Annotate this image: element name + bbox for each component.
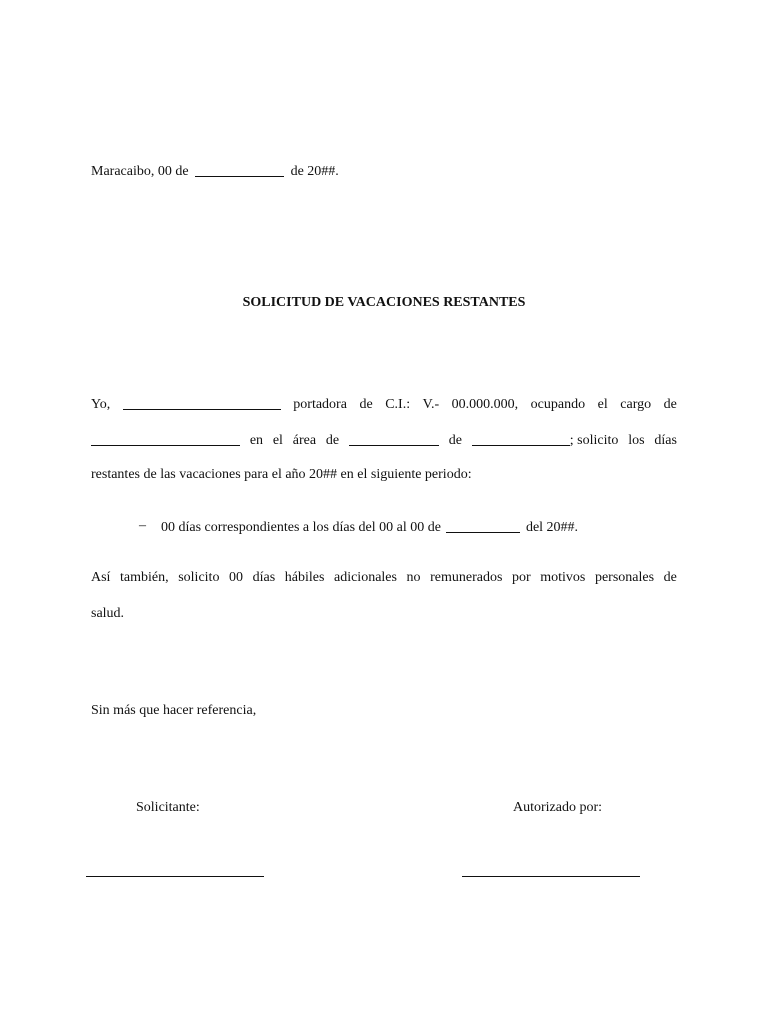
word-solicito: ; solicito <box>569 433 619 448</box>
bullet-marker: – <box>139 518 146 533</box>
p2-word: motivos <box>540 570 586 585</box>
word-yo: Yo, <box>91 397 111 412</box>
bullet-text-prefix: 00 días correspondientes a los días del 00 al 00 de <box>161 520 441 535</box>
word-de-4: de <box>448 433 462 448</box>
cargo-blank <box>91 432 240 446</box>
department-blank <box>472 432 570 446</box>
autorizado-label: Autorizado por: <box>513 800 603 815</box>
date-prefix: Maracaibo, 00 de <box>91 164 189 179</box>
word-v: V.- <box>422 397 440 412</box>
autorizado-signature-line <box>462 876 640 877</box>
p2-word: remunerados <box>430 570 503 585</box>
name-blank <box>123 396 281 410</box>
p2-word: personales <box>594 570 655 585</box>
word-dias: días <box>654 433 677 448</box>
p2-word: adicionales <box>333 570 397 585</box>
paragraph2-line1 <box>91 569 677 587</box>
paragraph2-line2: salud. <box>91 606 125 621</box>
area-blank <box>349 432 439 446</box>
date-suffix: de 20##. <box>290 164 339 179</box>
closing-line: Sin más que hacer referencia, <box>91 703 257 718</box>
p2-word: hábiles <box>284 570 325 585</box>
word-en: en <box>249 433 264 448</box>
solicitante-signature-line <box>86 876 264 877</box>
ci-number: 00.000.000, <box>451 397 519 412</box>
word-area: área <box>292 433 317 448</box>
word-el: el <box>597 397 608 412</box>
word-de-3: de <box>325 433 340 448</box>
word-de-2: de <box>663 397 677 412</box>
month-blank <box>195 163 284 177</box>
bullet-month-blank <box>446 519 520 533</box>
p2-word: de <box>663 570 677 585</box>
word-ocupando: ocupando <box>530 397 586 412</box>
paragraph1-line3: restantes de las vacaciones para el año 20## en el siguiente periodo: <box>91 467 472 482</box>
p2-word: días <box>252 570 276 585</box>
department-and-solicito <box>472 430 619 450</box>
p2-word: Así <box>91 570 111 585</box>
paragraph1-line2 <box>91 430 677 450</box>
word-los: los <box>628 433 645 448</box>
word-cargo: cargo <box>620 397 652 412</box>
word-ci: C.I.: <box>385 397 411 412</box>
word-de: de <box>359 397 373 412</box>
solicitante-label: Solicitante: <box>136 800 200 815</box>
p2-word: 00 <box>229 570 244 585</box>
word-portadora: portadora <box>293 397 347 412</box>
p2-word: también, <box>120 570 169 585</box>
paragraph1-line1 <box>91 394 677 414</box>
p2-word: por <box>512 570 531 585</box>
word-el-2: el <box>272 433 283 448</box>
bullet-item <box>161 517 578 537</box>
p2-word: solicito <box>178 570 220 585</box>
p2-word: no <box>406 570 421 585</box>
bullet-text-suffix: del 20##. <box>525 520 579 535</box>
date-line <box>91 161 339 181</box>
document-title: SOLICITUD DE VACACIONES RESTANTES <box>242 295 526 310</box>
